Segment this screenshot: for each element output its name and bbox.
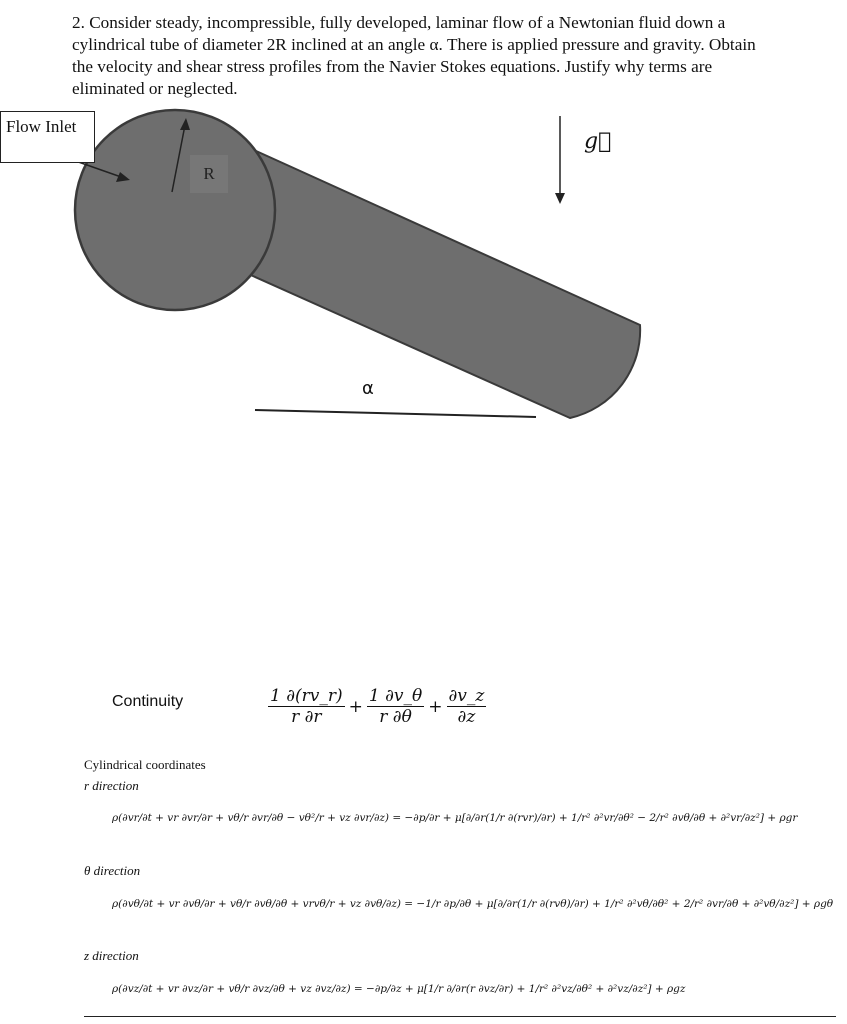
inclined-tube-figure <box>0 100 847 430</box>
theta-direction-label: θ direction <box>84 863 141 878</box>
flow-inlet-label: Flow Inlet <box>0 111 95 163</box>
z-momentum-equation: ρ(∂vz/∂t + vr ∂vz/∂r + vθ/r ∂vz/∂θ + vz ∂vz/∂z) = −∂p/∂z + μ[1/r ∂/∂r(r ∂vz/∂r) + 1/r² ∂²vz/∂θ² + ∂²vz/∂z²] + ρgz <box>112 983 686 995</box>
cylindrical-coordinates-label: Cylindrical coordinates <box>84 757 206 772</box>
theta-momentum-equation: ρ(∂vθ/∂t + vr ∂vθ/∂r + vθ/r ∂vθ/∂θ + vrvθ/r + vz ∂vθ/∂z) = −1/r ∂p/∂θ + μ[∂/∂r(1/r ∂(rvθ)/∂r) + 1/r² ∂²vθ/∂θ² + 2/r² ∂vr/∂θ + ∂²vθ/∂z²] + ρgθ <box>112 898 834 910</box>
continuity-term-2: $\frac{1 \partial v\_\theta}{r \partial\theta}$ <box>368 686 423 727</box>
bottom-rule <box>84 1016 836 1017</box>
z-direction-label: z direction <box>84 948 139 963</box>
horizontal-reference-line <box>255 410 536 417</box>
continuity-label: Continuity <box>112 693 184 710</box>
gravity-arrowhead <box>555 193 565 204</box>
angle-label: α <box>362 378 374 399</box>
r-direction-label: r direction <box>84 778 139 793</box>
continuity-equation: $\frac{1 \partial(rv\_r)}{r \partial r}$ + $\frac{1 \partial v\_\theta}{r \partial\theta}$ + $\frac{\partial v\_z}{\partial z}$ <box>270 686 485 727</box>
radius-label: R <box>190 155 228 193</box>
gravity-label: g⃗ <box>584 129 612 154</box>
problem-statement: 2. Consider steady, incompressible, fully developed, laminar flow of a Newtonian fluid down a cylindrical tube of diameter 2R inclined at an angle α. There is applied pressure and gravity. Obtain the velocity and shear stress profiles from the Navier Stokes equations. Justify why terms are eliminated or neglected. <box>72 13 756 98</box>
tube-inlet-ellipse <box>75 110 275 310</box>
r-momentum-equation: ρ(∂vr/∂t + vr ∂vr/∂r + vθ/r ∂vr/∂θ − vθ²/r + vz ∂vr/∂z) = −∂p/∂r + μ[∂/∂r(1/r ∂(rvr)/∂r) + 1/r² ∂²vr/∂θ² − 2/r² ∂vθ/∂θ + ∂²vr/∂z²] + ρgr <box>112 812 798 824</box>
continuity-term-1: $\frac{1 \partial(rv\_r)}{r \partial r}$ <box>270 686 343 727</box>
continuity-term-3: $\frac{\partial v\_z}{\partial z}$ <box>448 686 485 727</box>
